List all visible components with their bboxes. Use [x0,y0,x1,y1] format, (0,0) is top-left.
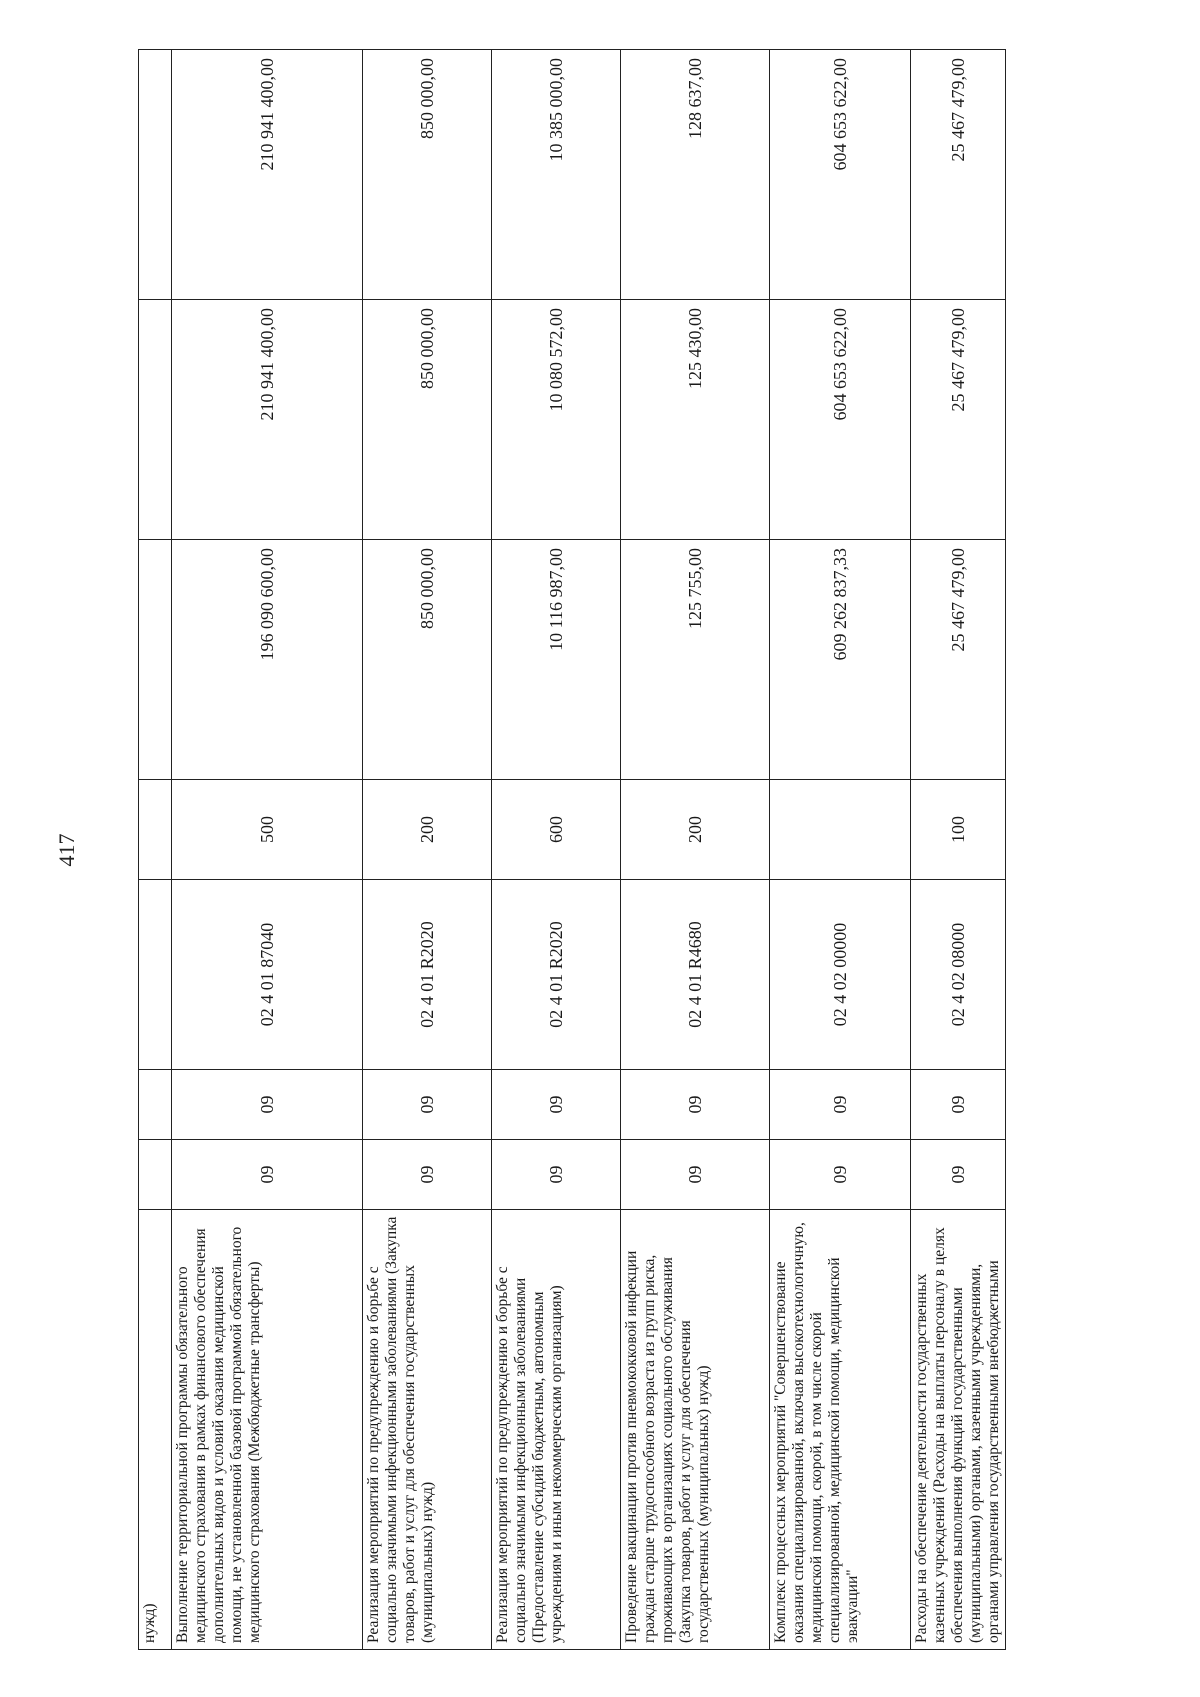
rotated-table-sheet [54,50,1002,1650]
cell-amount-3: 604 653 622,00 [770,50,911,300]
cell-amount-3: 850 000,00 [363,50,492,300]
cell-amount-3: 128 637,00 [621,50,770,300]
table-row [172,50,363,1650]
table-row-continued [139,50,172,1650]
cell-amount-3: 210 941 400,00 [172,50,363,300]
cell-description: нужд) [139,1210,172,1650]
cell-empty [139,300,172,540]
cell-amount-3: 10 385 000,00 [492,50,621,300]
cell-subsection: 09 [621,1070,770,1140]
cell-empty [139,1070,172,1140]
cell-description: Проведение вакцинации против пневмококковой инфекции граждан старше трудоспособного возраста из групп риска, проживающих в организациях социального обслуживания (Закупка товаров, работ и услуг для обеспечения государственных (муниципальных) нужд) [621,1210,770,1650]
cell-subsection: 09 [172,1070,363,1140]
cell-description: Выполнение территориальной программы обязательного медицинского страхования в рамках финансового обеспечения дополнительных видов и условий оказания медицинской помощи, не установленной базовой программой обязательного медицинского страхования (Межбюджетные трансферты) [172,1210,363,1650]
cell-expense-type: 200 [363,780,492,880]
cell-expense-type: 500 [172,780,363,880]
cell-target-article: 02 4 01 R4680 [621,880,770,1070]
cell-amount-1: 25 467 479,00 [911,540,1006,780]
cell-amount-2: 850 000,00 [363,300,492,540]
table-row [621,50,770,1650]
cell-target-article: 02 4 01 87040 [172,880,363,1070]
cell-amount-1: 609 262 837,33 [770,540,911,780]
table-row [492,50,621,1650]
cell-amount-3: 25 467 479,00 [911,50,1006,300]
cell-amount-2: 210 941 400,00 [172,300,363,540]
cell-amount-1: 196 090 600,00 [172,540,363,780]
cell-target-article: 02 4 02 08000 [911,880,1006,1070]
cell-description: Реализация мероприятий по предупреждению и борьбе с социально значимыми инфекционными заболеваниями (Закупка товаров, работ и услуг для обеспечения государственных (муниципальных) нужд) [363,1210,492,1650]
cell-empty [139,880,172,1070]
cell-description: Реализация мероприятий по предупреждению и борьбе с социально значимыми инфекционными заболеваниями (Предоставление субсидий бюджетным, автономным учреждениям и иным некоммерческим организациям) [492,1210,621,1650]
cell-description: Комплекс процессных мероприятий "Совершенствование оказания специализированной, включая высокотехнологичную, медицинской помощи, скорой, в том числе скорой специализированной, медицинской помощи, медицинской эвакуации" [770,1210,911,1650]
cell-amount-1: 125 755,00 [621,540,770,780]
cell-section: 09 [770,1140,911,1210]
table-row [363,50,492,1650]
table-row [911,50,1006,1650]
cell-expense-type: 100 [911,780,1006,880]
cell-subsection: 09 [770,1070,911,1140]
cell-amount-2: 25 467 479,00 [911,300,1006,540]
cell-subsection: 09 [363,1070,492,1140]
cell-empty [139,1140,172,1210]
cell-amount-2: 10 080 572,00 [492,300,621,540]
cell-amount-1: 850 000,00 [363,540,492,780]
cell-amount-2: 604 653 622,00 [770,300,911,540]
cell-description: Расходы на обеспечение деятельности государственных казенных учреждений (Расходы на выплаты персоналу в целях обеспечения выполнения функций государственными (муниципальными) органами, казенными учреждениями, органами управления государственными внебюджетными [911,1210,1006,1650]
cell-subsection: 09 [492,1070,621,1140]
cell-empty [139,50,172,300]
cell-target-article: 02 4 02 00000 [770,880,911,1070]
budget-table [138,49,1006,1650]
cell-expense-type: 200 [621,780,770,880]
cell-expense-type: 600 [492,780,621,880]
cell-target-article: 02 4 01 R2020 [363,880,492,1070]
cell-empty [139,780,172,880]
cell-section: 09 [621,1140,770,1210]
cell-section: 09 [492,1140,621,1210]
cell-expense-type [770,780,911,880]
cell-amount-2: 125 430,00 [621,300,770,540]
cell-target-article: 02 4 01 R2020 [492,880,621,1070]
cell-section: 09 [363,1140,492,1210]
cell-subsection: 09 [911,1070,1006,1140]
cell-amount-1: 10 116 987,00 [492,540,621,780]
cell-section: 09 [911,1140,1006,1210]
cell-section: 09 [172,1140,363,1210]
page-number: 417 [54,833,79,867]
cell-empty [139,540,172,780]
table-row [770,50,911,1650]
